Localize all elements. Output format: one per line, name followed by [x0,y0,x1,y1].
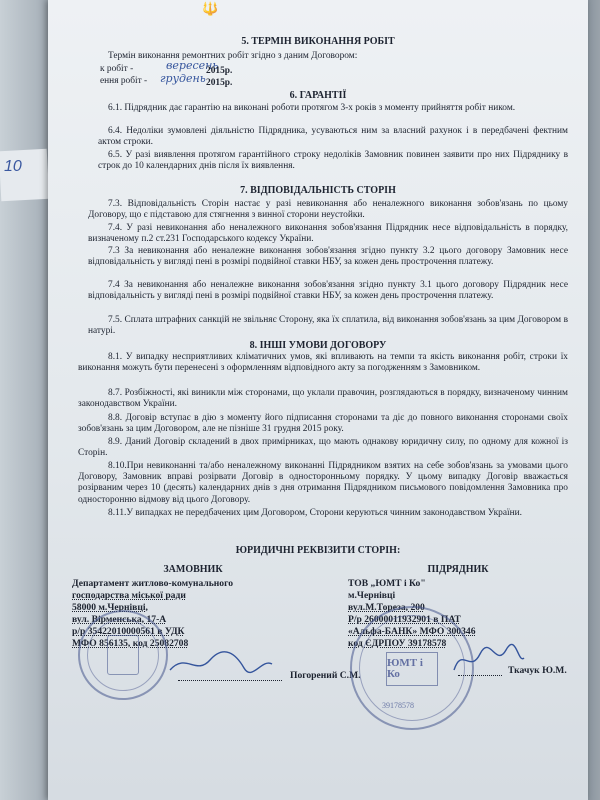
customer-line: МФО 856135, код 25082708 [72,638,189,649]
customer-stamp [78,610,168,700]
section-8-p3: 8.8. Договір вступає в дію з моменту його підписання сторонами та діє до повного виконання сторонами своїх зобов'язань за цим Договором, але не пізніше 31 грудня 2015 року. [78,413,568,435]
stamp-company-code: 39178578 [382,701,414,710]
contractor-line: вул.М.Тореза, 200 [348,602,425,613]
customer-signature-line [178,670,282,681]
section-8-p6: 8.11.У випадках не передбачених цим Договором, Сторони керуються чинним законодавством України. [108,508,523,518]
customer-signatory: Погорений С.М. [290,670,361,681]
section-5-line1: Термін виконання ремонтних робіт згідно з даним Договором: [108,51,358,61]
section-6-p3: 6.5. У разі виявлення протягом гарантійного строку недоліків Замовник повинен заявити про них Підряднику в строк до 10 календарних днів після їх виявлення. [98,150,568,172]
section-7-p5: 7.5. Сплата штрафних санкцій не звільняє Сторону, яка їх сплатила, від виконання зобов'язань за цим Договором в натурі. [88,315,568,337]
section-8-title: 8. ІНШІ УМОВИ ДОГОВОРУ [249,340,387,351]
contractor-heading: ПІДРЯДНИК [427,564,489,575]
customer-heading: ЗАМОВНИК [163,564,223,575]
contractor-line: «Альфа-БАНК» МФО 300346 [348,626,476,637]
customer-line: 58000 м.Чернівці, [72,602,148,613]
scrap-handwriting: 10 [4,158,22,175]
contractor-line: м.Чернівці [348,590,396,601]
section-6-p1: 6.1. Підрядник дає гарантію на виконані роботи протягом 3-х років з моменту прийняття робіт ником. [108,103,516,113]
contractor-line: ТОВ „ЮМТ і Ко" [348,578,426,589]
section-7-p4: 7.4 За невиконання або неналежне виконання зобов'язання згідно пункту 3.1 цього договору Підрядник несе відповідальність у вигляді пені в розмірі подвійної ставки НБУ, за кожен день прострочення платежу. [88,280,568,302]
section-7-p1: 7.3. Відповідальність Сторін настає у разі невиконання або неналежного виконання зобов'язань по цьому Договору, що є підставою для стягнення з винної сторони неустойки. [88,199,568,221]
stamp-emblem-icon [107,635,139,675]
section-8-p4: 8.9. Даний Договір складений в двох примірниках, що мають однакову юридичну силу, по одному для кожної із Сторін. [78,437,568,459]
section-6-title: 6. ГАРАНТІЇ [289,90,347,101]
start-handwriting: вересень [166,59,219,72]
coat-of-arms-icon: 🔱 [202,2,219,17]
customer-line: р/р 35422010000561 в УДК [72,626,185,637]
section-6-p2: 6.4. Недоліки зумовлені діяльністю Підрядника, усуваються ним за власний рахунок і в передбачені фектним актом строки. [98,126,568,148]
section-8-p5: 8.10.При невиконанні та/або неналежному виконанні Підрядником взятих на себе зобов'язань за умовами цього Договору, Замовник вправі розірвати Договір в односторонньому порядку. У цьому випадку Договір вважається розірваним через 10 (десять) календарних днів з дня отримання Підрядником письмового повідомлення Замовника про односторонню відмову від цього Договору. [78,461,568,505]
section-7-p2: 7.4. У разі невиконання або неналежного виконання зобов'язання Підрядник несе відповідальність в порядку, визначеному п.2 ст.231 Господарського кодексу України. [88,223,568,245]
section-5-title: 5. ТЕРМІН ВИКОНАННЯ РОБІТ [241,36,395,47]
section-5-start-year: 2015р. [206,66,233,76]
section-5-end-prefix: ення робіт - [100,76,148,86]
section-5-end-year: 2015р. [206,78,233,88]
section-7-title: 7. ВІДПОВІДАЛЬНІСТЬ СТОРІН [240,185,396,196]
section-8-p1: 8.1. У випадку несприятливих кліматичних умов, які впливають на темпи та якість виконання робіт, строки їх виконання можуть бути перенесені з оформленням відповідного акту за погодженням з Замовником. [78,352,568,374]
customer-line: вул. Вірменська, 17-А [72,614,167,625]
contractor-signatory: Ткачук Ю.М. [508,665,567,676]
contractor-signature-line [458,665,502,676]
section-7-p3: 7.3 За невиконання або неналежне виконання зобов'язання згідно пункту 3.2 цього договору Замовник несе відповідальність у вигляді пені в розмірі подвійної ставки НБУ, за кожен день прострочення платежу. [88,246,568,268]
customer-line: Департамент житлово-комунального [72,578,234,589]
requisites-title: ЮРИДИЧНІ РЕКВІЗИТИ СТОРІН: [235,545,401,556]
contractor-line: код ЄДРПОУ 39178578 [348,638,447,649]
end-handwriting: грудень [160,72,206,85]
contractor-line: Р/р 26000011932901 в ПАТ [348,614,461,625]
section-5-start-prefix: к робіт - [100,64,134,74]
stamp-company-name: ЮМТ і Ко [386,652,438,686]
section-8-p2: 8.7. Розбіжності, які виникли між сторонами, що уклали правочин, розглядаються в порядку, визначеному чинним законодавством України. [78,388,568,410]
contract-page [48,0,588,800]
customer-line: господарства міської ради [72,590,186,601]
